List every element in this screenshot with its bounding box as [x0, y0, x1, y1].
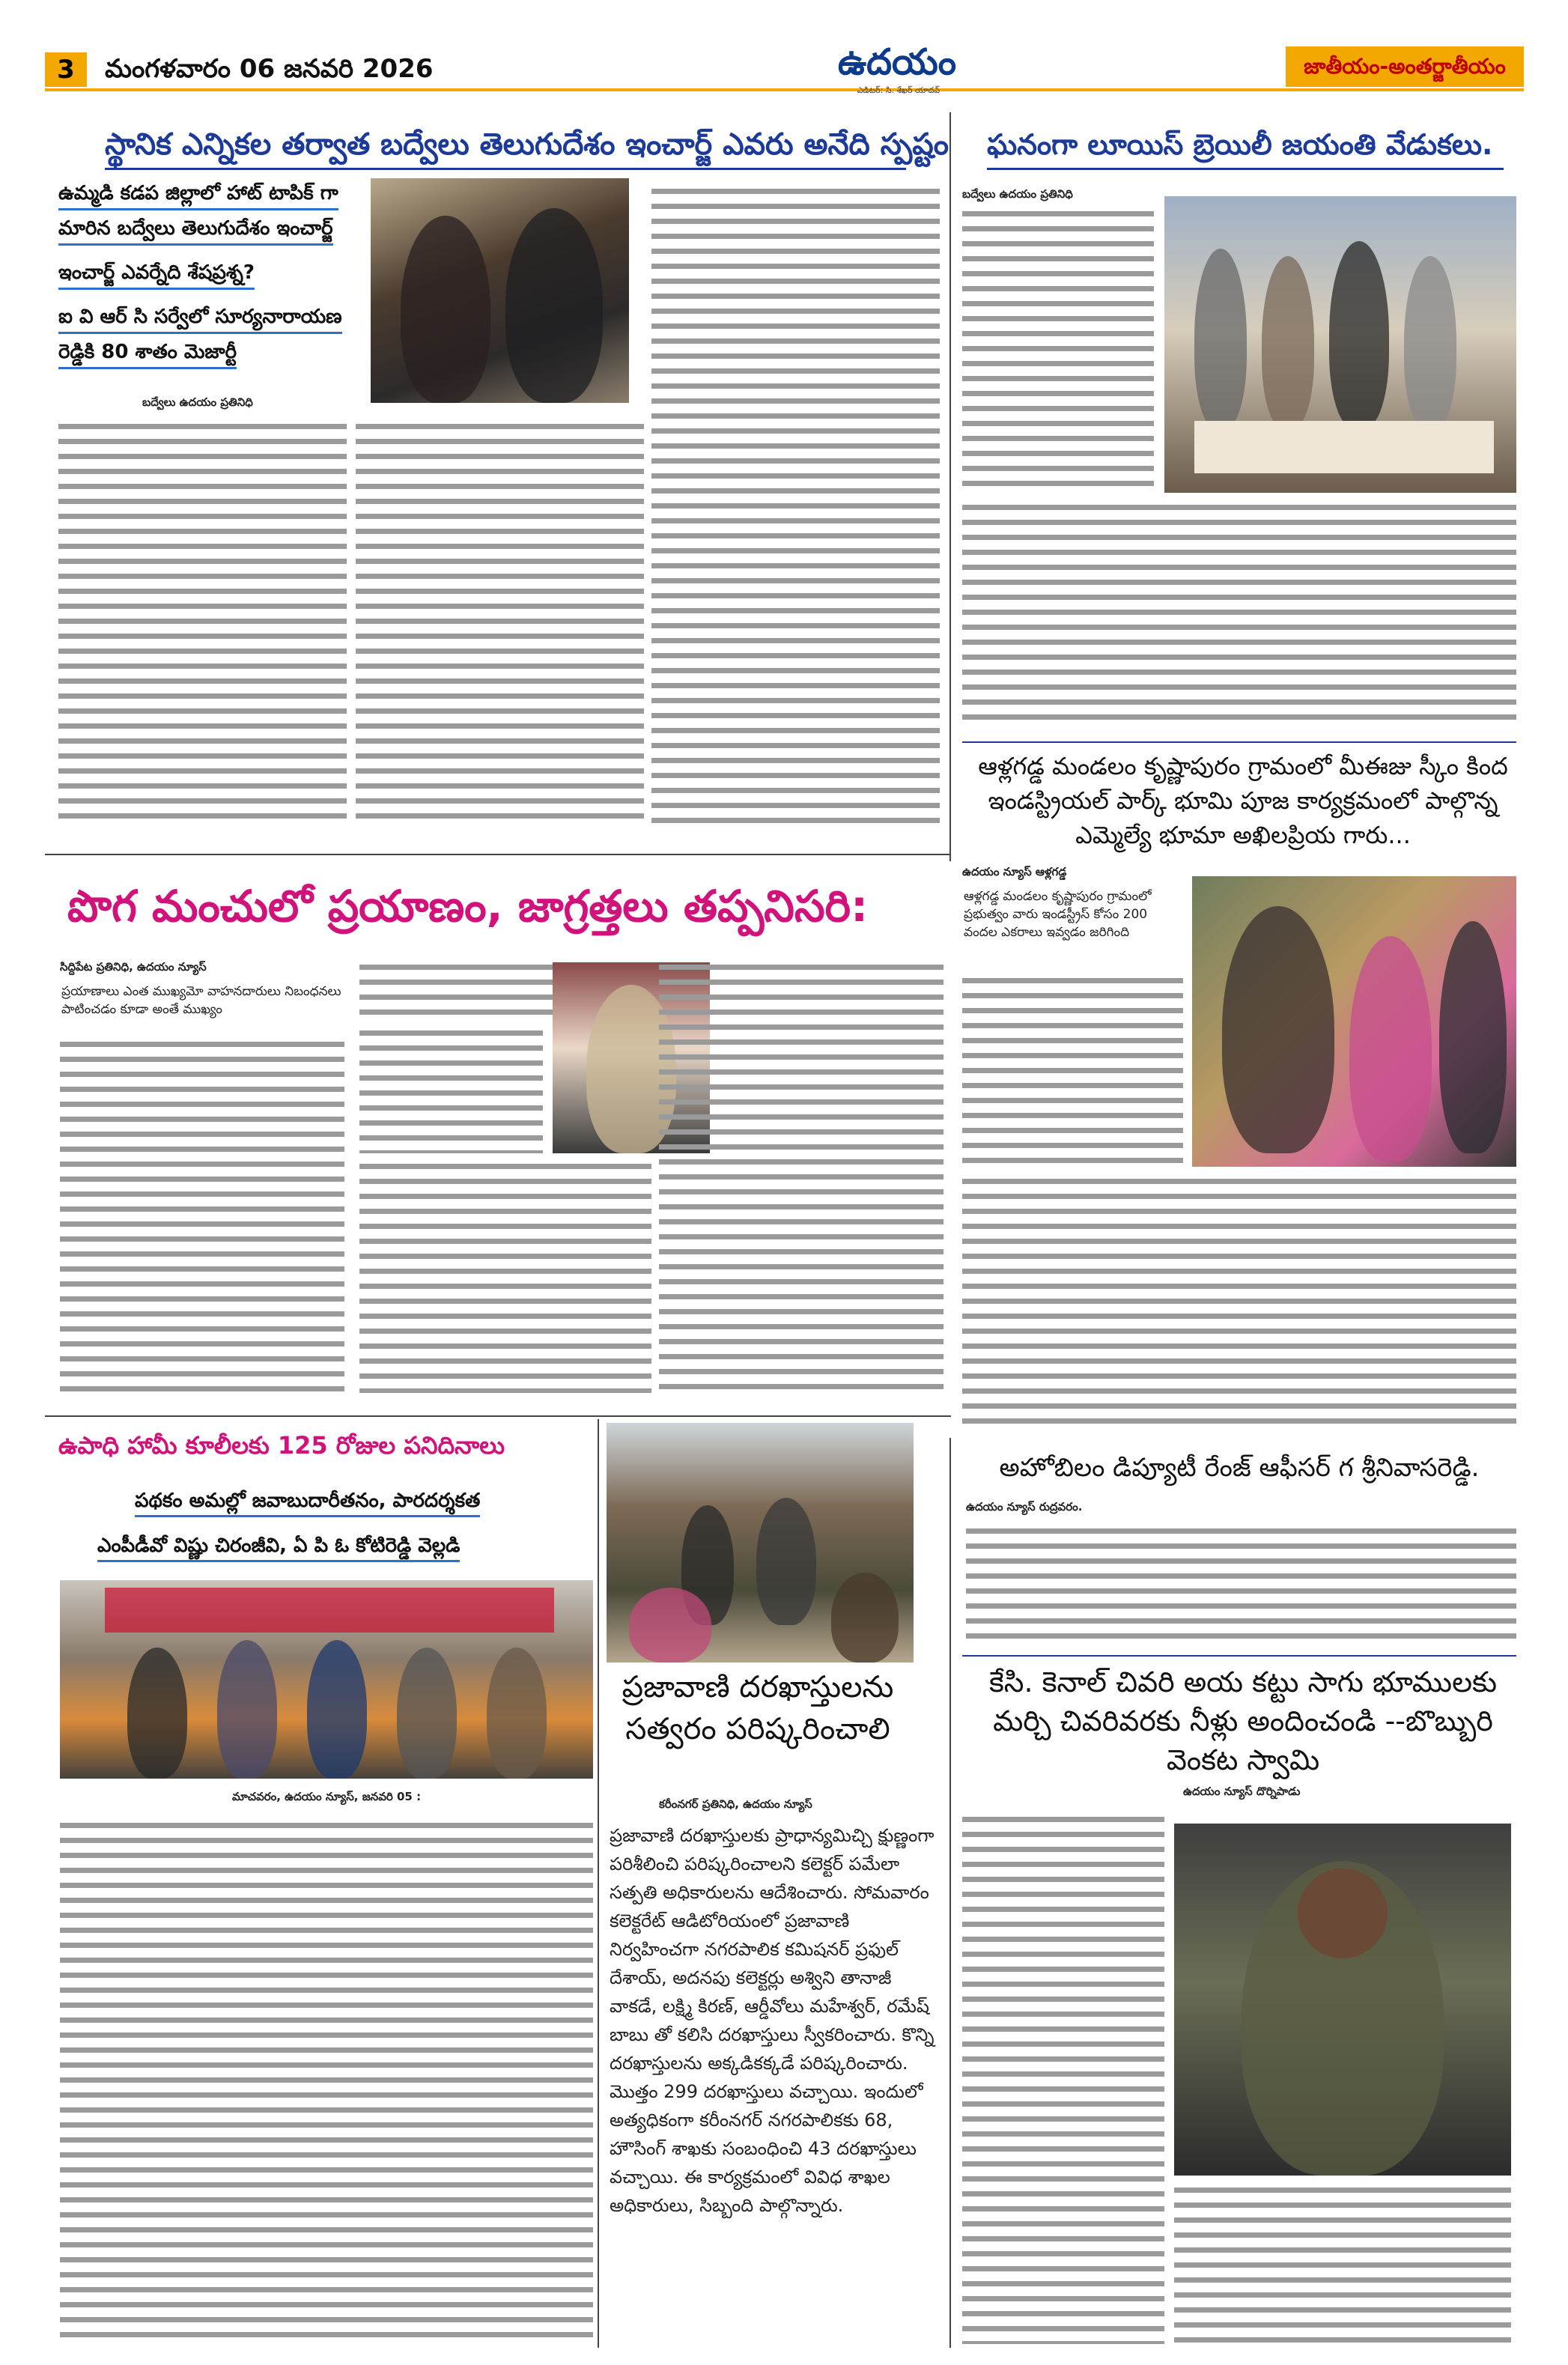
story2-body: [962, 500, 1516, 725]
story5-sub2: ఎంపీడీవో విష్ణు చిరంజీవి, ఏ పి ఓ కోటిరెడ్డి వెల్లడి: [97, 1531, 460, 1562]
newspaper-logo: ఉదయం: [837, 41, 957, 83]
story2-photo: [1164, 196, 1516, 493]
story8-photo: [1174, 1824, 1511, 2176]
story7-body: [966, 1524, 1516, 1644]
story2-byline: బద్వేలు ఉదయం ప్రతినిధి: [962, 187, 1073, 201]
story5-headline: ఉపాధి హామీ కూలీలకు 125 రోజుల పనిదినాలు: [58, 1431, 505, 1460]
story7-headline: అహోబిలం డిప్యూటీ రేంజ్ ఆఫీసర్ గ శ్రీనివాసరెడ్డి.: [999, 1453, 1480, 1483]
page-number: 3: [45, 52, 87, 87]
story5-top-rule: [45, 1415, 951, 1417]
story6-headline: ప్రజావాణి దరఖాస్తులను సత్వరం పరిష్కరించాలి: [622, 1670, 894, 1746]
story2-headline-rule: [987, 168, 1504, 170]
story1-photo: [371, 178, 629, 403]
story8-byline: ఉదయం న్యూస్ దొర్నిపాడు: [1183, 1785, 1301, 1798]
story4-lead: ప్రయాణాలు ఎంత ముఖ్యమో వాహనదారులు నిబంధనలు పాటించడం కూడా అంతే ముఖ్యం: [60, 983, 344, 1018]
story1-sub2: మారిన బద్వేలు తెలుగుదేశం ఇంచార్జ్: [58, 213, 333, 246]
column-divider-right-lower: [949, 1438, 951, 2348]
issue-date: మంగళవారం 06 జనవరి 2026: [105, 54, 434, 84]
story1-headline-rule: [105, 168, 906, 170]
story3-body-b: [962, 1174, 1516, 1425]
column-divider-right: [949, 112, 951, 861]
story4-top-rule: [45, 854, 951, 855]
story5-body: [60, 1818, 593, 2343]
story6-photo: [607, 1423, 914, 1663]
story1-sub4: ఐ వి ఆర్ సి సర్వేలో సూర్యనారాయణ: [58, 302, 342, 334]
story3-byline: ఉదయం న్యూస్ ఆళ్లగడ్డ: [962, 865, 1067, 878]
story1-headline: స్థానిక ఎన్నికల తర్వాత బద్వేలు తెలుగుదేశం ఇంచార్జ్ ఎవరు అనేది స్పష్టం: [105, 127, 949, 162]
story5-byline: మాచవరం, ఉదయం న్యూస్, జనవరి 05 :: [232, 1790, 422, 1803]
story1-body-col3: [651, 184, 940, 825]
story4-body-col1: [60, 1037, 344, 1393]
story3-headline: ఆళ్లగడ్డ మండలం కృష్ణాపురం గ్రామంలో మీఈజు స్కీం కింద ఇండస్ట్రియల్ పార్క్ భూమి పూజ కార్యక్రమంలో పాల్గొన్న ఎమ్మెల్యే భూమా అఖిలప్రియ గారు...: [978, 752, 1508, 849]
story5-photo: [60, 1580, 593, 1779]
story1-sub1: ఉమ్మడి కడప జిల్లాలో హాట్ టాపిక్ గా: [58, 178, 338, 210]
story4-byline: సిద్దిపేట ప్రతినిధి, ఉదయం న్యూస్: [60, 960, 207, 974]
story3-photo: [1192, 876, 1516, 1167]
story1-body-col1: [58, 419, 347, 824]
story4-headline: పొగ మంచులో ప్రయాణం, జాగ్రత్తలు తప్పనిసరి:: [67, 881, 869, 932]
story2-body-lead: [962, 207, 1154, 491]
section-label: జాతీయం-అంతర్జాతీయం: [1286, 46, 1524, 87]
story4-body-col2-bottom: [359, 1159, 651, 1393]
story3-top-rule: [962, 741, 1516, 743]
masthead: [45, 41, 1524, 95]
story6-body: ప్రజావాణి దరఖాస్తులకు ప్రాధాన్యమిచ్చి క్షుణ్ణంగా పరిశీలించి పరిష్కరించాలని కలెక్టర్ పమేలా సత్పతి అధికారులను ఆదేశించారు. సోమవారం కలెక్టరేట్ ఆడిటోరియంలో ప్రజావాణి నిర్వహించగా నగరపాలిక కమిషనర్ ప్రఫుల్ దేశాయ్, అదనపు కలెక్టర్లు అశ్విని తానాజీ వాకడే, లక్ష్మి కిరణ్, ఆర్డీవోలు మహేశ్వర్, రమేష్ బాబు తో కలిసి దరఖాస్తులు స్వీకరించారు. కొన్ని దరఖాస్తులను అక్కడికక్కడే పరిష్కరించారు. మొత్తం 299 దరఖాస్తులు వచ్చాయి. ఇందులో అత్యధికంగా కరీంనగర్ నగరపాలికకు 68, హౌసింగ్ శాఖకు సంబంధించి 43 దరఖాస్తులు వచ్చాయి. ఈ కార్యక్రమంలో వివిధ శాఖల అధికారులు, సిబ్బంది పాల్గొన్నారు.: [608, 1821, 941, 2220]
story7-byline: ఉదయం న్యూస్ రుద్రవరం.: [966, 1500, 1083, 1514]
story1-sub3: ఇంచార్జ్ ఎవర్నేది శేషప్రశ్న?: [58, 258, 255, 290]
column-divider-mid: [598, 1419, 599, 2348]
story8-body-col1: [962, 1812, 1164, 2344]
story1-subheads: [58, 178, 358, 369]
logo-tagline: ఎడిటర్: సి. శేఖర్ యాదవ్: [857, 85, 941, 95]
story4-body-col2: [359, 1026, 543, 1153]
story8-headline: కేసి. కెనాల్ చివరి అయ కట్టు సాగు భూములకు మర్చి చివరివరకు నీళ్లు అందించండి --బొబ్బురి వెంకట స్వామి: [988, 1666, 1498, 1776]
story8-body-col2: [1174, 2183, 1511, 2344]
story6-byline: కరీంనగర్ ప్రతినిధి, ఉదయం న్యూస్: [659, 1797, 812, 1811]
story8-top-rule: [962, 1655, 1516, 1657]
story3-lead: ఆళ్లగడ్డ మండలం కృష్ణాపురం గ్రామంలో ప్రభుత్వం వారు ఇండస్ట్రీస్ కోసం 200 వందల ఎకరాలు ఇవ్వడం జరిగింది: [962, 887, 1183, 941]
story2-headline: ఘనంగా లూయిస్ బ్రెయిలీ జయంతి వేడుకలు.: [987, 128, 1493, 161]
story1-byline: బద్వేలు ఉదయం ప్రతినిధి: [142, 395, 253, 409]
story5-sub1: పథకం అమల్లో జవాబుదారీతనం, పారదర్శకత: [135, 1487, 480, 1517]
story1-body-col2: [356, 419, 644, 824]
story1-sub5: రెడ్డికి 80 శాతం మెజార్టీ: [58, 337, 237, 369]
story4-body-col3: [659, 960, 943, 1393]
story3-body-a: [962, 974, 1183, 1168]
